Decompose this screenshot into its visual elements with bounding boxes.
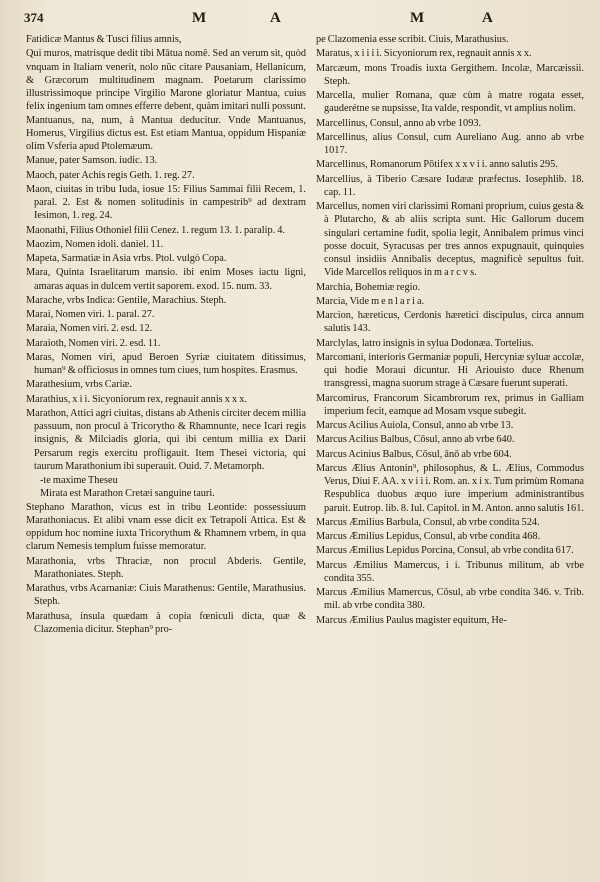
- dictionary-entry: pe Clazomenia esse scribit. Ciuis, Marathusius.: [316, 34, 509, 45]
- left-header-letter-1: M: [192, 10, 209, 26]
- dictionary-entry: Marcion, hæreticus, Cerdonis hæretici discipulus, circa annum salutis 143.: [316, 310, 584, 335]
- dictionary-entry: Marathon, Attici agri ciuitas, distans ab Athenis circiter decem millia passuum, non procul à Tricorytho & Rhamnunte, nece Icari regis insignis, & Milciadis gloria, qui ibi centum millia ex Darii Persarum regis exercitu profligauit. Item Thesei victoria, qui taurum Marathonium ibi superauit. Ouid. 7. Metamorph.: [26, 407, 306, 472]
- dictionary-entry: Marcus Acilius Auiola, Consul, anno ab vrbe 13.: [316, 420, 514, 431]
- dictionary-entry: Marclylas, latro insignis in sylua Dodonæa. Tortelius.: [316, 337, 534, 349]
- dictionary-entry: Marcellus, nomen viri clarissimi Romani proprium, cuius gesta & à Plutarcho, & ab aliis scripta sunt. Hic Gallorum ducem singulari certamine fudit, spolia legit, Annibalem primus vinci posse docuit, Syracusas per tres annos expugnauit, quinquies consul insidiis Annibalis deceptus, magnificè sepultus fuit. Vide Marcellos reliquos in m a r c v s.: [316, 201, 584, 279]
- dictionary-entry: Marathus, vrbs Acarnaniæ: Ciuis Marathenus: Gentile, Marathusius. Steph.: [26, 583, 306, 608]
- dictionary-entry: Marcia, Vide m e n l a r i a.: [316, 295, 425, 307]
- dictionary-entry: Marcomirus, Francorum Sicambrorum rex, primus in Galliam imperium fecit, eamque ad Mosam vsque subegit.: [316, 392, 584, 417]
- left-header-letter-2: A: [270, 10, 283, 26]
- dictionary-entry: Marcellinus, Consul, anno ab vrbe 1093.: [316, 117, 482, 129]
- left-text-column: [26, 33, 306, 637]
- dictionary-entry: Fatidicæ Mantus & Tusci filius amnis,: [26, 34, 182, 45]
- dictionary-entry: Marathusa, insula quædam à copia fœniculi dicta, quæ & Clazomenia dicitur. Stephan⁹ pro-: [26, 610, 306, 635]
- dictionary-entry: Maraia, Nomen viri. 2. esd. 12.: [26, 323, 153, 335]
- dictionary-entry: Marcella, mulier Romana, quæ cùm à matre rogata esset, gauderétne se nupsisse, Ita valde, respondit, vt amplius nolim.: [316, 90, 584, 115]
- dictionary-entry: Marcus Acilius Balbus, Cōsul, anno ab vrbe 640.: [316, 434, 515, 446]
- dictionary-entry: Maras, Nomen viri, apud Beroen Syriæ ciuitatem ditissimus, human⁹ & officiosus in omnes tum ciues, tum hospites. Erasmus.: [26, 351, 306, 376]
- page-number: 374: [24, 10, 44, 25]
- right-header-letter-1: M: [410, 10, 427, 26]
- dictionary-entry: Marcus Ælius Antonin⁹, philosophus, & L. Ælius, Commodus Verus, Diui F. AA. x v i i i. Rom. an. x i x. Tum primùm Romana Respublica duobus æquo iure imperium administrantibus paruit. Eutrop. lib. 8. Iul. Capitol. in M. Anton. anno salutis 161.: [316, 462, 584, 514]
- dictionary-entry: Maoch, pater Achis regis Geth. 1. reg. 27.: [26, 169, 195, 181]
- dictionary-entry: Mapeta, Sarmatiæ in Asia vrbs. Ptol. vulgò Copa.: [26, 253, 227, 264]
- dictionary-entry: Marcellinus, alius Consul, cum Aureliano Aug. anno ab vrbe 1017.: [316, 131, 584, 156]
- running-header: [24, 10, 586, 32]
- right-header-letter-2: A: [482, 10, 495, 26]
- dictionary-entry: Marcus Æmilius Lepidus, Consul, ab vrbe condita 468.: [316, 531, 541, 542]
- dictionary-entry: Marcus Acinius Balbus, Cōsul, ānō ab vrbe 604.: [316, 448, 512, 460]
- dictionary-entry: Marathius, x i i. Sicyoniorum rex, regnauit annis x x x.: [26, 393, 247, 405]
- dictionary-entry: Marcæum, mons Troadis iuxta Gergithem. Incolæ, Marcæissii. Steph.: [316, 62, 584, 87]
- dictionary-entry: Marcus Æmilius Paulus magister equitum, He-: [316, 614, 507, 626]
- dictionary-entry: Marcomani, interioris Germaniæ populi, Hercyniæ syluæ accolæ, qui hodie Moraui dicuntur. Hi Ariouisto duce Rhenum transgressi, magna suorum strage à Cæsare fuerunt superati.: [316, 351, 584, 390]
- dictionary-entry: Maratus, x i i i i. Sicyoniorum rex, regnauit annis x x.: [316, 48, 532, 60]
- right-text-column: [316, 33, 584, 628]
- dictionary-entry: Mara, Quinta Israelitarum mansio. ibi enim Moses iactu ligni, amaras aquas in dulcem vertit saporem. exod. 15. num. 33.: [26, 267, 306, 292]
- dictionary-entry: Marcus Æmilius Barbula, Consul, ab vrbe condita 524.: [316, 516, 540, 528]
- dictionary-entry: Maon, ciuitas in tribu Iuda, iosue 15: Filius Sammai filii Recem, 1. paral. 2. Est & nomen solitudinis in campestrib⁹ ad dextram Iesimon, 1. reg. 24.: [26, 183, 306, 222]
- dictionary-entry: Marchia, Bohemiæ regio.: [316, 281, 421, 293]
- dictionary-entry: Marcus Æmilius Mamercus, Cōsul, ab vrbe condita 346. v. Trib. mil. ab vrbe condita 380.: [316, 587, 584, 612]
- dictionary-entry: Qui muros, matrisque dedit tibi Mātua nomē. Sed an verum sit, quòd vnquam in Italiam venerit, nolo nūc citare Pausaniam, Hellanicum, & Græcorum multitudinem magnam. Poetarum clarissimo illustrissimoque principe Virgilio Marone gloriatur Mantua, cuius felix ingenium tam omnes efferre debent, quàm imitari nulli possunt. Mantuanus, na, num, à Mantua deducitur. Vnde Mantuanus, Homerus, Virgilius dictus est. Est etiam Mantua, oppidum Hispaniæ olim Vsferia apud Ptolemæum.: [26, 48, 306, 152]
- dictionary-entry: Marathonia, vrbs Thraciæ, non procul Abderis. Gentile, Marathoniates. Steph.: [26, 555, 306, 580]
- dictionary-entry: Maonathi, Filius Othoniel filii Cenez. 1. regum 13. 1. paralip. 4.: [26, 224, 285, 236]
- dictionary-entry: Maraioth, Nomen viri. 2. esd. 11.: [26, 337, 161, 349]
- verse-line: Mirata est Marathon Cretæi sanguine tauri.: [40, 488, 215, 500]
- dictionary-entry: Stephano Marathon, vicus est in tribu Leontide: possessiuum Marathoniacus. Et alibi vnam esse dicit ex Tetrapoli Attica. Est & oppidum hoc nomine iuxta Tricorythum & Rhamnem vrbem, in qua clarum Nemesis templum fuisse memoratur.: [26, 501, 306, 553]
- dictionary-entry: Marathesium, vrbs Cariæ.: [26, 379, 132, 391]
- dictionary-entry: Maozim, Nomen idoli. daniel. 11.: [26, 238, 164, 250]
- dictionary-entry: Marai, Nomen viri. 1. paral. 27.: [26, 309, 155, 320]
- dictionary-entry: Marcus Æmilius Mamercus, i i. Tribunus militum, ab vrbe condita 355.: [316, 559, 584, 584]
- dictionary-entry: Manue, pater Samson. iudic. 13.: [26, 155, 158, 167]
- dictionary-entry: Marcellius, à Tiberio Cæsare Iudææ præfectus. Iosephlib. 18. cap. 11.: [316, 173, 584, 198]
- dictionary-entry: Marcus Æmilius Lepidus Porcina, Consul, ab vrbe condita 617.: [316, 545, 574, 557]
- dictionary-entry: Marcellinus, Romanorum Pōtifex x x v i i. anno salutis 295.: [316, 159, 558, 171]
- verse-line: -te maxime Theseu: [40, 475, 118, 486]
- dictionary-entry: Marache, vrbs Indica: Gentile, Marachius. Steph.: [26, 294, 227, 306]
